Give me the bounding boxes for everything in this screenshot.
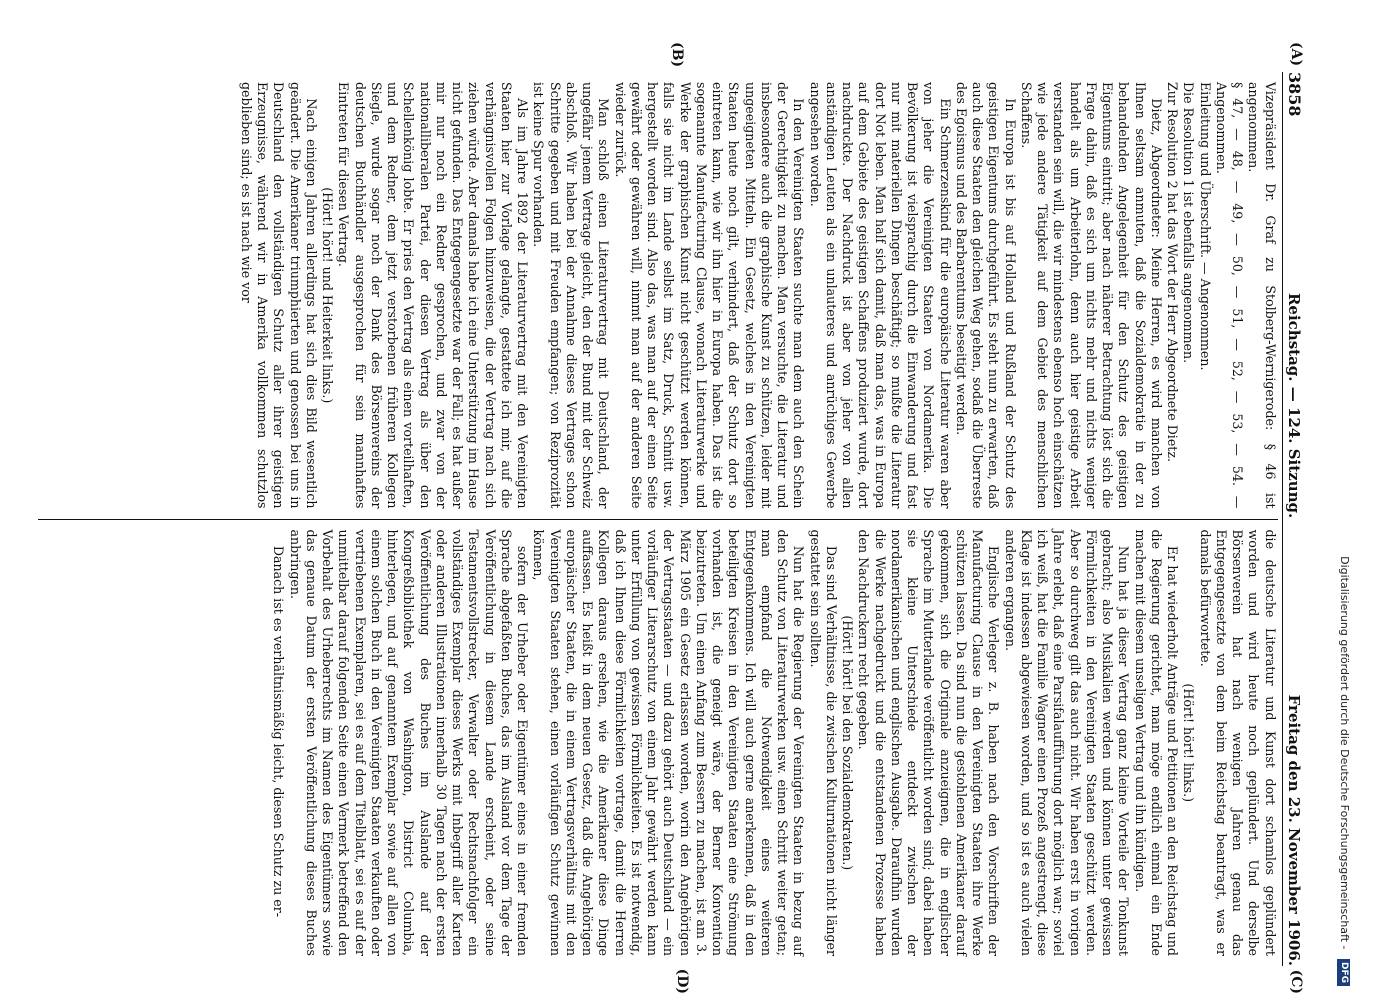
page-header [1282, 72, 1302, 966]
paragraph: Als im Jahre 1892 der Literaturvertrag mit den Vereinigten Staaten hier zur Vorlage gelangte, gestattete ich mir, auf die verhängnisvollen Folgen hinzuweisen, die der Vertrag nach sich ziehen würde. Aber damals habe ich eine Unterstützung im Hause nicht gefunden. Das Entgegengesetzte war der Fall; es hat außer mir nur noch ein Redner gesprochen, und zwar von der nationalliberalen Partei, der diesen Vertrag als über den Schellenkönig lobte. Er pries den Vertrag als einen vorteilhaften, und dem Redner, dem jetzt verstorbenen früheren Kollegen Siegle, wurde sogar noch der Dank des Börsenvereins der deutschen Buchhändler ausgesprochen für sein mannhaftes Eintreten für diesen Vertrag. [336, 82, 531, 509]
page-number: 3858 [1285, 72, 1304, 117]
margin-marker-d: (D) [674, 968, 690, 994]
interjection: (Hört! hört! bei den Sozialdemokraten.) [840, 615, 856, 871]
paragraph: In Europa ist bis auf Holland und Rußland der Schutz des geistigen Eigentums durchgeführt. Es steht nun zu erwarten, daß auch diese Staaten den gleichen Weg gehen, sodaß die Überreste des Egoismus und des Barbarentums beseitigt werden. [954, 82, 1018, 509]
header-title: Reichstag. — 124. Sitzung. [1285, 292, 1303, 519]
paragraph: Nach einigen Jahren allerdings hat sich dies Bild wesentlich geändert. Die Amerikaner triumphierten und genossen bei uns in Deutschland den vollständigen Schutz aller ihrer geistigen Erzeugnisse, während wir in Amerika vollkommen schutzlos geblieben sind; es ist nach wie vor [239, 82, 319, 509]
margin-marker-a: (A) [1288, 42, 1304, 67]
paragraph: Zur Resolution 2 hat das Wort der Herr Abgeordnete Dietz. [1165, 82, 1181, 462]
paragraph: § 47, — 48, — 49, — 50, — 51, — 52, — 53, — 54. — Angenommen. [1214, 82, 1246, 509]
text-columns [38, 72, 1278, 966]
interjection: (Hört! hört! und Heiterkeit links.) [320, 187, 336, 404]
margin-marker-b: (B) [669, 42, 685, 68]
paragraph: Nun hat die Regierung der Vereinigten Staaten in bezug auf den Schutz von Literaturwerken usw. einen Schritt weiter getan; man empfand die Notwendigkeit eines weiteren Entgegenkommens. Ich will auch gerne anerkennen, daß in den beteiligten Kreisen in den Vereinigten Staaten eine Strömung vorhanden ist, die geneigt wäre, der Berner Konvention beizutreten. Um einen Anfang zum Bessern zu machen, ist am 3. März 1905 ein Gesetz erlassen worden, worin den Angehörigen der Vertragsstaaten — und dazu gehört auch Deutschland — ein vorläufiger Literarschutz von einem Jahr gewährt werden kann unter Erfüllung von gewissen Förmlichkeiten. Es ist notwendig, daß ich Ihnen diese Förmlichkeiten vortrage, damit die Herren Kollegen daraus ersehen, wie die Amerikaner diese Dinge auffassen. Es heißt in dem neuen Gesetz, daß die Angehörigen europäischer Staaten, die in einem Vertragsverhältnis mit den Vereinigten Staaten stehen, einen vorläufigen Schutz gewinnen können, [531, 529, 807, 956]
paragraph: Vizepräsident Dr. Graf zu Stolberg-Wernigerode: § 46 ist angenommen. [1246, 82, 1278, 509]
left-column [38, 72, 1278, 519]
paragraph: Das sind Verhältnisse, die zwischen Kulturnationen nicht länger gestattet sein sollten. [807, 529, 839, 956]
paragraph: die deutsche Literatur und Kunst dort schamlos geplündert worden und wird heute noch geplündert. Und derselbe Börsenverein hat nach wenigen Jahren genau das Entgegengesetzte von dem beim Reichstag beantragt, was er damals befürwortete. [1197, 529, 1278, 956]
digitization-credit [1331, 0, 1357, 1000]
credit-text: Digitalisierung gefördert durch die Deutsche Forschungsgemeinschaft - [1338, 556, 1351, 950]
paragraph: Danach ist es verhältnismäßig leicht, diesen Schutz zu er- [271, 545, 287, 917]
paragraph: Einleitung und Überschrift. — Angenommen. [1197, 82, 1213, 371]
margin-marker-c: (C) [1288, 969, 1304, 994]
paragraph: Nun hat ja dieser Vertrag ganz kleine Vorteile der Tonkunst gebracht; also Musikalien werden und können unter gewissen Förmlichkeiten in den Vereinigten Staaten geschützt werden. Aber so durchweg gilt das auch nicht. Wir haben erst in vorigen Jahre erlebt, daß eine Parsifalaufführung dort möglich war; soviel ich weiß, hat die Familie Wagner einen Prozeß angestrengt, diese Klage ist indessen abgewiesen worden, und so ist es auch vielen anderen ergangen. [1002, 529, 1132, 956]
paragraph: Englische Verleger z. B. haben nach den Vorschriften der Manufacturing Clause in den Vereinigten Staaten ihre Werke schützen lassen. Da sind nun die gestohlenen Amerikaner darauf gekommen, sich die Originale anzueignen, die in englischer Sprache im Mutterlande veröffentlicht worden sind; dabei haben sie kleine Unterschiede entdeckt zwischen der nordamerikanischen und englischen Ausgabe. Daraufhin wurden die Werke nachgedruckt und die entstandenen Prozesse haben den Nachdruckern recht gegeben. [856, 529, 1002, 956]
paragraph: Er hat wiederholt Anträge und Petitionen an den Reichstag und die Regierung gerichtet, man möge endlich einmal ein Ende machen mit diesem unseligen Vertrag und ihn kündigen. [1132, 529, 1181, 956]
dfg-logo: DFG [1338, 959, 1351, 986]
header-date: Freitag den 23. November 1906. [1285, 694, 1303, 966]
interjection: (Hört! hört! links.) [1181, 683, 1197, 803]
paragraph: Dietz, Abgeordneter: Meine Herren, es wird manchen von Ihnen seltsam anmuten, daß die Sozialdemokratie in der zu behandelnden Angelegenheit für den Schutz des geistigen Eigentums eintritt; aber nach näherer Betrachtung löst sich die Frage dahin, daß es sich um nichts mehr und nichts weniger handelt als um Arbeiterlohn, denn auch hier geistige Arbeit verstanden sein will, die wir mindestens ebenso hoch einschätzen wie jede andere Tätigkeit auf dem Gebiet des menschlichen Schaffens. [1019, 82, 1164, 509]
paragraph: Die Resolution 1 ist ebenfalls angenommen. [1181, 82, 1197, 364]
right-column [38, 519, 1278, 967]
paragraph: Man schloß einen Literaturvertrag mit Deutschland, der ungefähr jenem Vertrage gleicht, den der Bund mit der Schweiz abschloß. Wir haben bei der Annahme dieses Vertrages schon Schritte gegeben und mit Freuden empfangen; von Reziprozität ist keine Spur vorhanden. [531, 82, 612, 509]
paragraph: sofern der Urheber oder Eigentümer eines in einer fremden Sprache abgefaßten Buches, das im Ausland vor dem Tage der Veröffentlichung in diesem Lande erscheint, oder seine Testamentsvollstrecker, Verwalter oder Rechtsnachfolger ein vollständiges Exemplar dieses Werks mit Inbegriff aller Karten oder anderen Illustrationen innerhalb 30 Tagen nach der ersten Veröffentlichung des Buches im Auslande auf der Kongreßbibliothek von Washington, District Columbia, hinterlegen, und auf genanntem Exemplar sowie auf allen von einem solchen Buch in den Vereinigten Staaten verkauften oder vertriebenen Exemplaren, sei es auf dem Titelblatt, sei es auf der unmittelbar darauf folgenden Seite einen Vermerk betreffend den Vorbehalt des Urheberrechts im Namen des Eigentümers sowie das genaue Datum der ersten Veröffentlichung dieses Buches anbringen. [287, 529, 531, 956]
paragraph: In den Vereinigten Staaten suchte man dem auch den Schein der Gerechtigkeit zu machen. Man versuchte, die Literatur und insbesondere auch die graphische Kunst zu schützen, leider mit ungeeigneten Mitteln. Ein Gesetz, welches in den Vereinigten Staaten heute noch gilt, verhindert, daß der Schutz dort so eintreten kann, wie wir ihn hier in Europa haben. Das ist die sogenannte Manufacturing Clause, wonach Literaturwerke und Werke der graphischen Kunst nicht geschützt werden können, falls sie nicht im Lande selbst im Satz, Druck, Schnitt usw. hergestellt worden sind. Also das, was man auf der einen Seite gewährt oder gewähren will, nimmt man auf der anderen Seite wieder zurück. [612, 82, 807, 509]
paragraph: Ein Schmerzenskind für die europäische Literatur waren aber von jeher die Vereinigten Staaten von Nordamerika. Die Bevölkerung ist vielsprachig durch die Einwanderung und fast nur mit materiellen Dingen beschäftigt; so mußte die Literatur dort Not leben. Man half sich damit, daß man das, was in Europa auf dem Gebiete des geistigen Schaffens produziert wurde, dort nachdruckte. Der Nachdruck ist aber von jeher von allen anständigen Leuten als ein unlauteres und anrüchiges Gewerbe angesehen worden. [807, 82, 953, 509]
